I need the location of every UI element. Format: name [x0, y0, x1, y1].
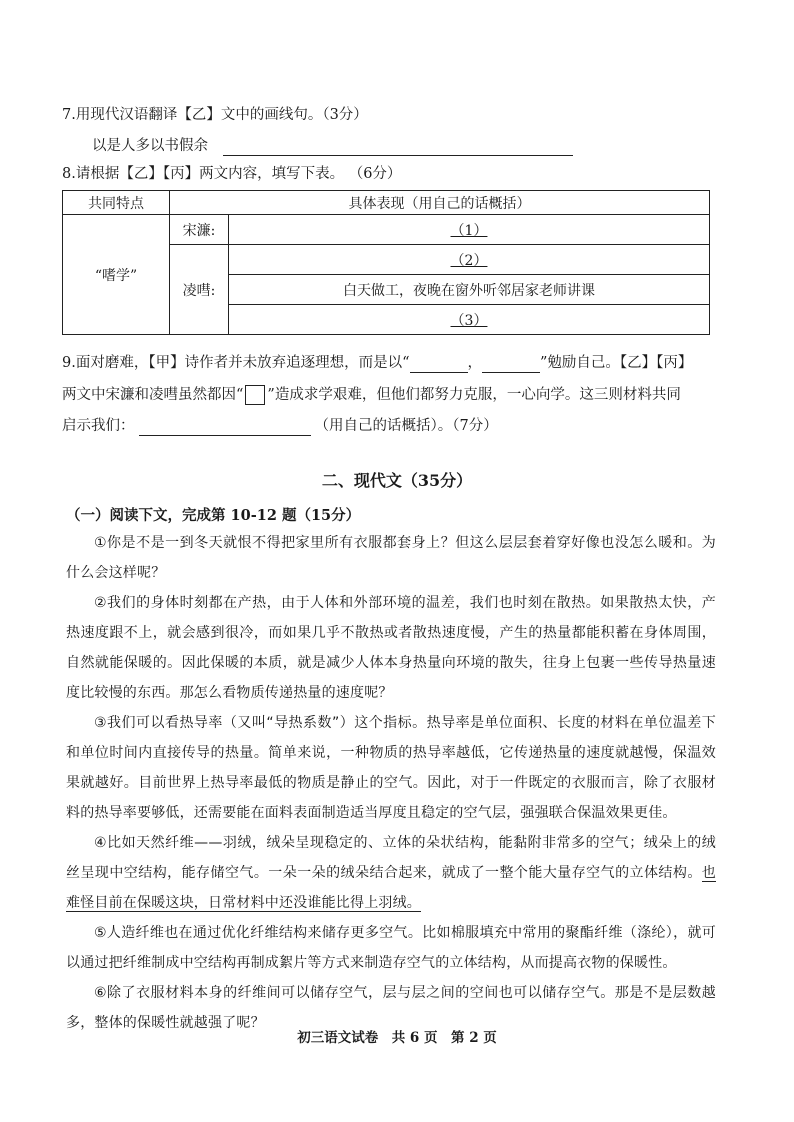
q8-title: 8.请根据【乙】【丙】两文内容，填写下表。 （6分）: [62, 166, 402, 182]
table-detail-2: 白天做工，夜晚在窗外听邻居家老师讲课: [229, 275, 710, 305]
q9-blank-b[interactable]: [482, 372, 540, 373]
q9-line-2: 两文中宋濂和凌嘒虽然都因“ ”造成求学艰难，但他们都努力克服，一心向学。这三则材料共同: [62, 387, 681, 403]
paragraph-2: ②我们的身体时刻都在产热，由于人体和外部环境的温差，我们也时刻在散热。如果散热太快，产热速度跟不上，就会感到很冷，而如果几乎不散热或者散热速度慢，产生的热量都能积蓄在身体周围，自然就能保暖的。因此保暖的本质，就是减少人体本身热量向环境的散失，往身上包裹一些传导热量速度比较慢的东西。那怎么看物质传递热量的速度呢？: [66, 595, 716, 701]
q8-table: [62, 190, 710, 335]
reading-passage: [66, 528, 716, 1038]
q9-blank-a[interactable]: [410, 372, 468, 373]
table-blank-3[interactable]: （3）: [229, 305, 710, 335]
paragraph-3: ③我们可以看热导率（又叫“导热系数”）这个指标。热导率是单位面积、长度的材料在单位温差下和单位时间内直接传导的热量。简单来说，一种物质的热导率越低，它传递热量的速度就越慢，保温效果就越好。目前世界上热导率最低的物质是静止的空气。因此，对于一件既定的衣服而言，除了衣服材料的热导率要够低，还需要能在面料表面制造适当厚度且稳定的空气层，强强联合保温效果更佳。: [66, 715, 716, 821]
section-title-modern-text: 二、现代文（35分）: [321, 471, 473, 490]
q9-box-blank[interactable]: [245, 385, 265, 405]
table-feature-cell: “嗜学”: [63, 215, 170, 335]
table-header-feature: 共同特点: [63, 191, 170, 215]
table-header-detail: 具体表现（用自己的话概括）: [170, 191, 710, 215]
q7-answer-line: [92, 136, 573, 156]
paragraph-4: ④比如天然纤维——羽绒，绒朵呈现稳定的、立体的朵状结构，能黏附非常多的空气；绒朵上的绒丝呈现中空结构，能存储空气。一朵一朵的绒朵结合起来，就成了一整个能大量存空气的立体结构。也难怪目前在保暖这块，日常材料中还没谁能比得上羽绒。: [66, 835, 716, 911]
table-person-songlian: 宋濂:: [170, 215, 229, 245]
paragraph-4-underlined-sentence: 也难怪目前在保暖这块，日常材料中还没谁能比得上羽绒。: [66, 865, 716, 911]
q7-answer-blank[interactable]: [223, 155, 573, 156]
paragraph-6: ⑥除了衣服材料本身的纤维间可以储存空气，层与层之间的空间也可以储存空气。那是不是层数越多，整体的保暖性就越强了呢？: [66, 985, 716, 1031]
q9-blank-c[interactable]: [139, 435, 311, 436]
page-footer: 初三语文试卷 共 6 页 第 2 页: [297, 1030, 497, 1046]
q9-line-3: 启示我们： （用自己的话概括）。（7分）: [62, 418, 498, 434]
paragraph-1: ①你是不是一到冬天就恨不得把家里所有衣服都套身上？但这么层层套着穿好像也没怎么暖和。为什么会这样呢？: [66, 535, 716, 581]
q7-sentence: 以是人多以书假余: [92, 138, 208, 154]
reading-intro: （一）阅读下文，完成第 10-12 题（15分）: [66, 507, 361, 524]
table-person-lingjie: 凌嘒:: [170, 245, 229, 335]
table-blank-1[interactable]: （1）: [229, 215, 710, 245]
q7-title: 7.用现代汉语翻译【乙】文中的画线句。（3分）: [62, 107, 368, 123]
q9-line-1: 9.面对磨难，【甲】诗作者并未放弃追逐理想，而是以“ ， ”勉励自己。【乙】【丙】: [62, 355, 693, 371]
paragraph-5: ⑤人造纤维也在通过优化纤维结构来储存更多空气。比如棉服填充中常用的聚酯纤维（涤纶），就可以通过把纤维制成中空结构再制成絮片等方式来制造存空气的立体结构，从而提高衣物的保暖性。: [66, 925, 716, 971]
table-blank-2[interactable]: （2）: [229, 245, 710, 275]
